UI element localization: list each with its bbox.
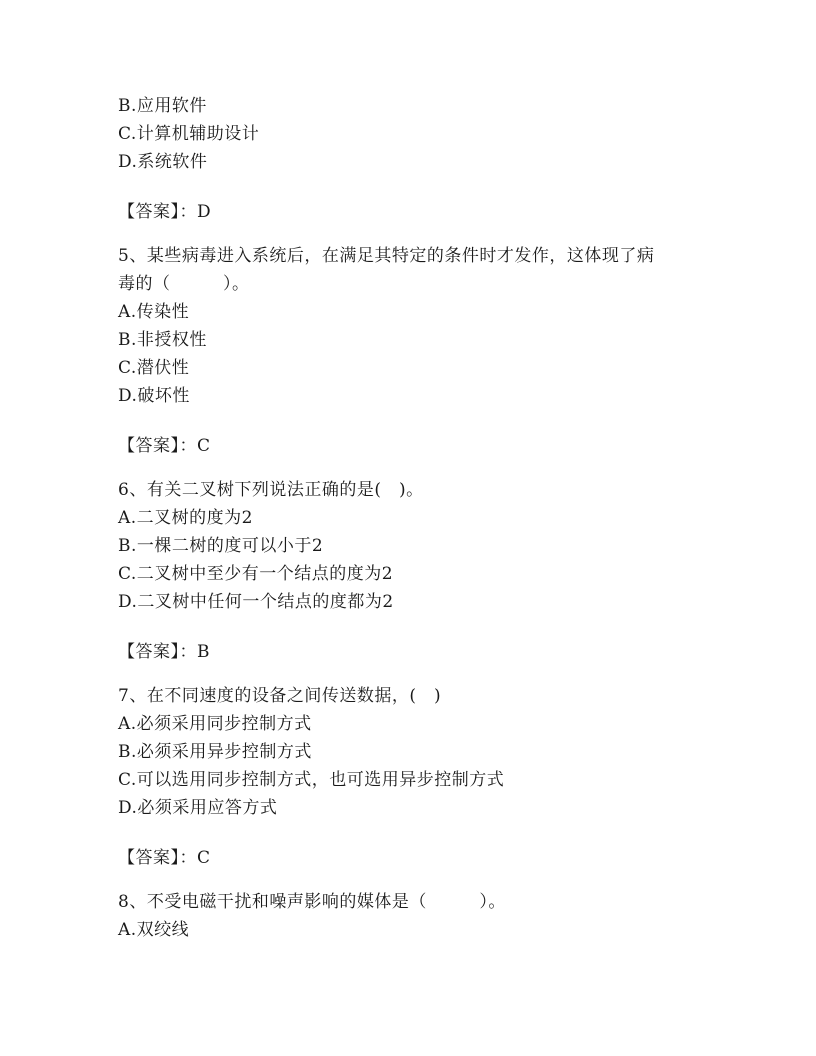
option-b: B.应用软件 <box>118 96 207 116</box>
answer-label: 【答案】：C <box>118 848 211 868</box>
question-7 <box>118 682 718 822</box>
option-b: B.一棵二树的度可以小于2 <box>118 536 324 556</box>
answer-label: 【答案】：D <box>118 202 212 222</box>
question-6 <box>118 476 718 616</box>
option-a: A.传染性 <box>118 302 190 322</box>
question-title: 6、有关二叉树下列说法正确的是( )。 <box>118 480 424 500</box>
answer-label: 【答案】：B <box>118 642 210 662</box>
option-c: C.二叉树中至少有一个结点的度为2 <box>118 564 394 584</box>
question-title: 5、某些病毒进入系统后，在满足其特定的条件时才发作，这体现了病 <box>118 246 655 266</box>
question-title: 8、不受电磁干扰和噪声影响的媒体是（ ）。 <box>118 892 506 912</box>
question-8 <box>118 888 718 944</box>
option-d: D.破坏性 <box>118 386 190 406</box>
option-d: D.必须采用应答方式 <box>118 798 278 818</box>
option-a: A.二叉树的度为2 <box>118 508 253 528</box>
exam-page <box>118 92 718 944</box>
option-d: D.二叉树中任何一个结点的度都为2 <box>118 592 394 612</box>
question-5 <box>118 242 718 410</box>
question-4-options <box>118 92 718 176</box>
option-a: A.必须采用同步控制方式 <box>118 714 312 734</box>
option-d: D.系统软件 <box>118 152 208 172</box>
option-b: B.非授权性 <box>118 330 207 350</box>
option-b: B.必须采用异步控制方式 <box>118 742 312 762</box>
answer-label: 【答案】：C <box>118 436 211 456</box>
option-c: C.可以选用同步控制方式，也可选用异步控制方式 <box>118 770 505 790</box>
option-c: C.潜伏性 <box>118 358 190 378</box>
option-c: C.计算机辅助设计 <box>118 124 260 144</box>
option-a: A.双绞线 <box>118 920 190 940</box>
question-title: 7、在不同速度的设备之间传送数据，( ) <box>118 686 442 706</box>
question-title-continued: 毒的（ ）。 <box>118 274 250 294</box>
